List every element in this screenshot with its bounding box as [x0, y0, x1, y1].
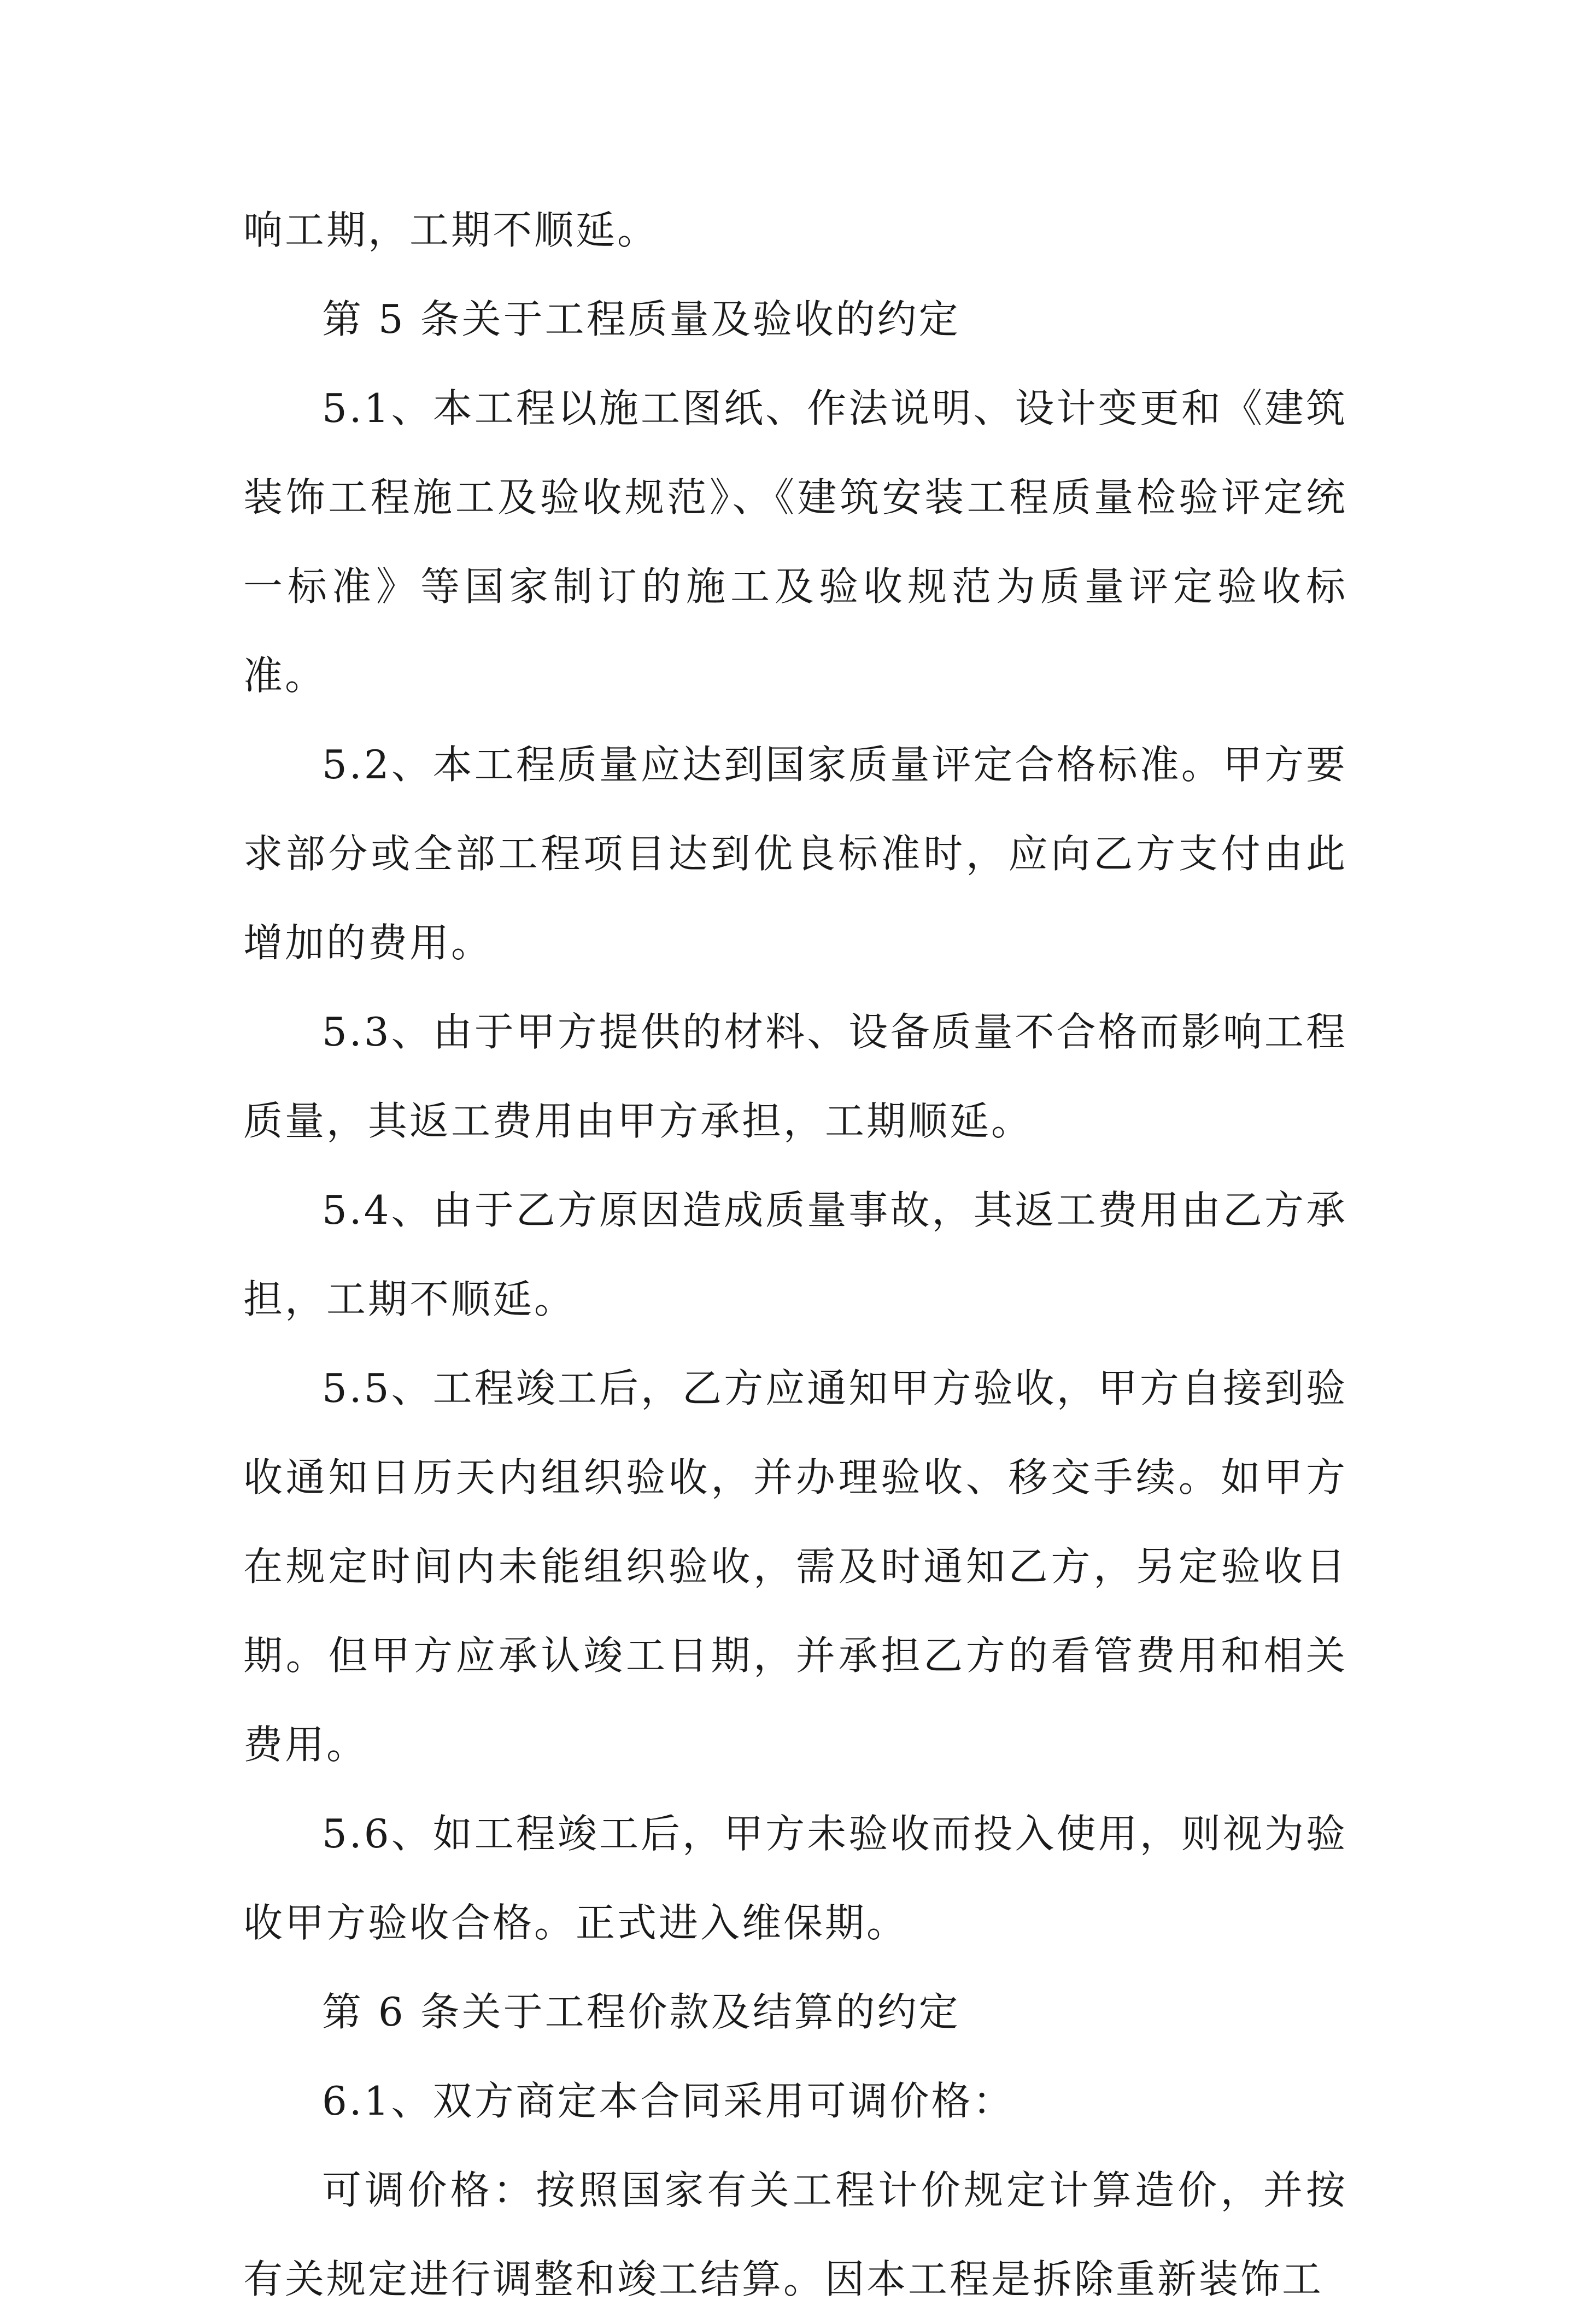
clause-5-1: 5.1、本工程以施工图纸、作法说明、设计变更和《建筑装饰工程施工及验收规范》、《建筑安装工程质量检验评定统一标准》等国家制订的施工及验收规范为质量评定验收标准。: [243, 385, 1347, 699]
clause-5-2: 5.2、本工程质量应达到国家质量评定合格标准。甲方要求部分或全部工程项目达到优良标准时，应向乙方支付由此增加的费用。: [243, 742, 1347, 966]
contract-text: [243, 186, 1347, 2324]
section-heading-5: 第 5 条关于工程质量及验收的约定: [322, 296, 960, 342]
clause-adjustable-price: 可调价格：按照国家有关工程计价规定计算造价，并按有关规定进行调整和竣工结算。因本工程是拆除重新装饰工: [243, 2167, 1347, 2302]
clause-5-5: 5.5、工程竣工后，乙方应通知甲方验收，甲方自接到验收通知日历天内组织验收，并办理验收、移交手续。如甲方在规定时间内未能组织验收，需及时通知乙方，另定验收日期。但甲方应承认竣工日期，并承担乙方的看管费用和相关费用。: [243, 1365, 1347, 1768]
clause-5-4: 5.4、由于乙方原因造成质量事故，其返工费用由乙方承担，工期不顺延。: [243, 1187, 1347, 1322]
section-heading-6: 第 6 条关于工程价款及结算的约定: [322, 1989, 960, 2035]
paragraph-continuation: 响工期，工期不顺延。: [243, 207, 659, 253]
clause-6-1: 6.1、双方商定本合同采用可调价格：: [322, 2078, 1015, 2124]
clause-5-3: 5.3、由于甲方提供的材料、设备质量不合格而影响工程质量，其返工费用由甲方承担，工期顺延。: [243, 1009, 1347, 1144]
clause-5-6: 5.6、如工程竣工后，甲方未验收而投入使用，则视为验收甲方验收合格。正式进入维保期。: [243, 1811, 1347, 1946]
